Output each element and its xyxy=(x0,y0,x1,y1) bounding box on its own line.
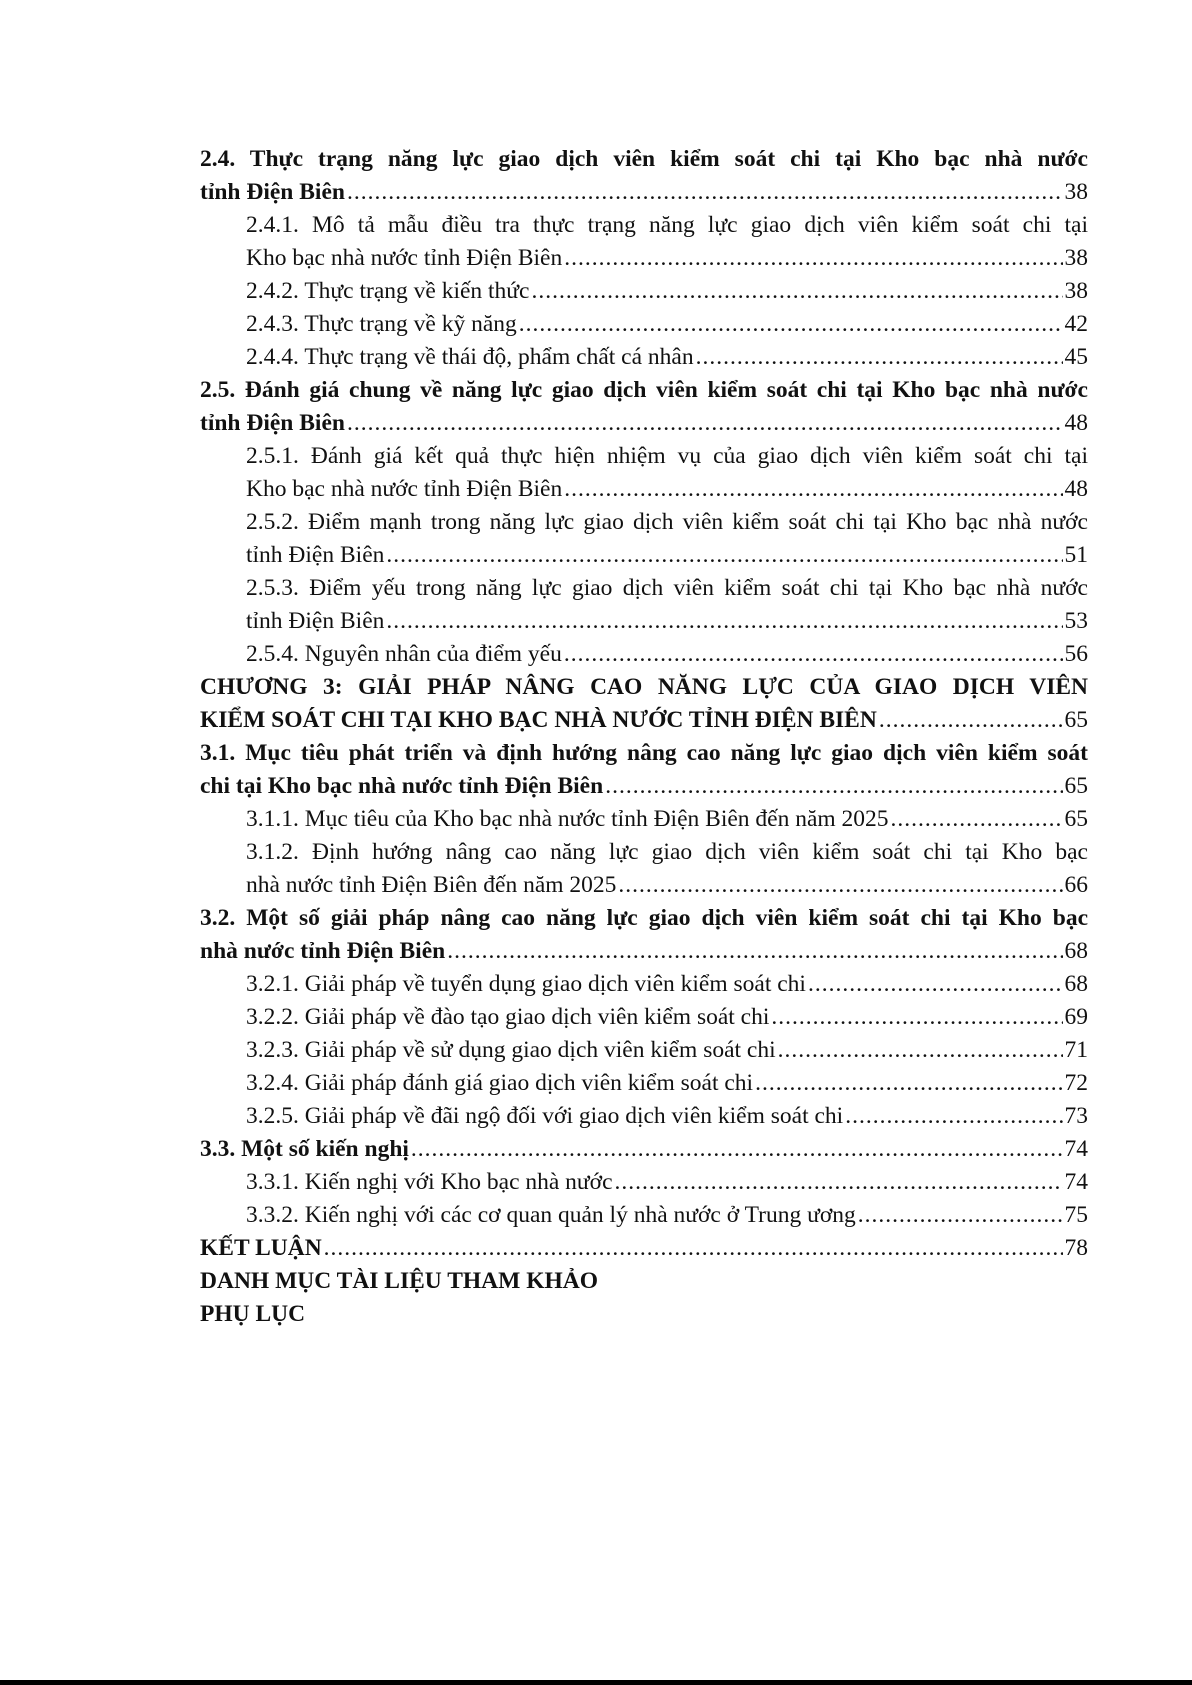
toc-entry-title-line: CHƯƠNG 3: GIẢI PHÁP NÂNG CAO NĂNG LỰC CỦA GIAO DỊCH VIÊN xyxy=(200,674,1088,700)
toc-page-number: 38 xyxy=(1064,179,1088,205)
toc-entry-title: 3.2.4. Giải pháp đánh giá giao dịch viên kiểm soát chi xyxy=(246,1070,754,1096)
toc-entry-title: DANH MỤC TÀI LIỆU THAM KHẢO xyxy=(200,1268,599,1294)
toc-entry-line xyxy=(246,1034,1088,1067)
dot-leader xyxy=(386,539,1062,572)
toc-entry-line xyxy=(246,308,1088,341)
toc-entry[interactable] xyxy=(200,902,1088,968)
toc-entry[interactable] xyxy=(200,275,1088,308)
toc-entry-title-line: 3.1. Mục tiêu phát triển và định hướng nâng cao năng lực giao dịch viên kiểm soát xyxy=(200,740,1088,766)
toc-page-number: 38 xyxy=(1064,245,1088,271)
toc-entry-title: tỉnh Điện Biên xyxy=(200,179,345,205)
toc-entry[interactable] xyxy=(200,968,1088,1001)
toc-entry-title: tỉnh Điện Biên xyxy=(200,410,345,436)
page-bottom-edge xyxy=(0,1680,1192,1685)
toc-entry-line xyxy=(246,242,1088,275)
dot-leader xyxy=(618,869,1062,902)
dot-leader xyxy=(411,1133,1063,1166)
toc-entry-title: chi tại Kho bạc nhà nước tỉnh Điện Biên xyxy=(200,773,604,799)
dot-leader xyxy=(808,968,1063,1001)
dot-leader xyxy=(347,407,1063,440)
toc-entry-title: tỉnh Điện Biên xyxy=(246,542,385,568)
toc-entry-title: nhà nước tỉnh Điện Biên đến năm 2025 xyxy=(246,872,617,898)
toc-entry[interactable] xyxy=(200,1067,1088,1100)
toc-entry-line xyxy=(246,638,1088,671)
dot-leader xyxy=(347,176,1063,209)
toc-page-number: 68 xyxy=(1064,971,1088,997)
dot-leader xyxy=(755,1067,1062,1100)
dot-leader xyxy=(324,1232,1063,1265)
dot-leader xyxy=(386,605,1062,638)
toc-entry-line xyxy=(200,1265,1088,1298)
toc-page-number: 71 xyxy=(1064,1037,1088,1063)
toc-entry[interactable] xyxy=(200,1232,1088,1265)
toc-entry[interactable] xyxy=(200,374,1088,440)
toc-entry-line xyxy=(246,539,1088,572)
dot-leader xyxy=(564,638,1063,671)
toc-entry-line xyxy=(200,1232,1088,1265)
toc-entry-line xyxy=(200,176,1088,209)
dot-leader xyxy=(778,1034,1063,1067)
toc-page-number: 42 xyxy=(1064,311,1088,337)
toc-entry-title: KẾT LUẬN xyxy=(200,1235,322,1261)
toc-page-number: 69 xyxy=(1064,1004,1088,1030)
toc-entry-title-line: 2.5. Đánh giá chung về năng lực giao dịch viên kiểm soát chi tại Kho bạc nhà nước xyxy=(200,377,1088,403)
dot-leader xyxy=(531,275,1062,308)
toc-page-number: 65 xyxy=(1064,707,1088,733)
dot-leader xyxy=(564,473,1062,506)
toc-page-number: 74 xyxy=(1064,1169,1088,1195)
toc-entry[interactable] xyxy=(200,1298,1088,1331)
toc-entry[interactable] xyxy=(200,341,1088,374)
toc-entry-line xyxy=(200,770,1088,803)
toc-entry-line xyxy=(200,1298,1088,1331)
toc-entry-title: 3.3.2. Kiến nghị với các cơ quan quản lý nhà nước ở Trung ương xyxy=(246,1202,856,1228)
toc-entry-title: 3.2.2. Giải pháp về đào tạo giao dịch viên kiểm soát chi xyxy=(246,1004,770,1030)
toc-entry-title-line: 2.5.3. Điểm yếu trong năng lực giao dịch viên kiểm soát chi tại Kho bạc nhà nước xyxy=(246,575,1088,601)
toc-entry-line xyxy=(246,968,1088,1001)
toc-entry[interactable] xyxy=(200,671,1088,737)
toc-entry[interactable] xyxy=(200,836,1088,902)
toc-entry[interactable] xyxy=(200,308,1088,341)
toc-entry-title: 3.2.5. Giải pháp về đãi ngộ đối với giao dịch viên kiểm soát chi xyxy=(246,1103,844,1129)
dot-leader xyxy=(447,935,1062,968)
dot-leader xyxy=(891,803,1063,836)
table-of-contents xyxy=(200,143,1088,1331)
toc-entry[interactable] xyxy=(200,803,1088,836)
toc-entry[interactable] xyxy=(200,1034,1088,1067)
toc-entry-line xyxy=(246,1166,1088,1199)
toc-entry[interactable] xyxy=(200,1001,1088,1034)
toc-entry-title: 3.3. Một số kiến nghị xyxy=(200,1136,409,1162)
toc-entry-title: KIỂM SOÁT CHI TẠI KHO BẠC NHÀ NƯỚC TỈNH ĐIỆN BIÊN xyxy=(200,707,877,733)
toc-entry-line xyxy=(246,869,1088,902)
dot-leader xyxy=(845,1100,1062,1133)
toc-entry[interactable] xyxy=(200,1100,1088,1133)
dot-leader xyxy=(771,1001,1062,1034)
toc-entry-title: 2.4.3. Thực trạng về kỹ năng xyxy=(246,311,517,337)
toc-entry-title: 2.5.4. Nguyên nhân của điểm yếu xyxy=(246,641,562,667)
toc-page-number: 68 xyxy=(1064,938,1088,964)
toc-entry-line xyxy=(200,1133,1088,1166)
toc-entry-title-line: 3.1.2. Định hướng nâng cao năng lực giao dịch viên kiểm soát chi tại Kho bạc xyxy=(246,839,1088,865)
toc-entry-title: PHỤ LỤC xyxy=(200,1301,306,1327)
toc-entry-title: 3.2.3. Giải pháp về sử dụng giao dịch viên kiểm soát chi xyxy=(246,1037,776,1063)
toc-entry-line xyxy=(246,473,1088,506)
toc-entry-line xyxy=(200,935,1088,968)
dot-leader xyxy=(696,341,1063,374)
toc-page-number: 48 xyxy=(1064,476,1088,502)
toc-page-number: 51 xyxy=(1064,542,1088,568)
toc-entry-line xyxy=(246,1100,1088,1133)
toc-page-number: 73 xyxy=(1064,1103,1088,1129)
toc-entry[interactable] xyxy=(200,1265,1088,1298)
toc-entry-title: 3.1.1. Mục tiêu của Kho bạc nhà nước tỉnh Điện Biên đến năm 2025 xyxy=(246,806,889,832)
dot-leader xyxy=(879,704,1063,737)
dot-leader xyxy=(615,1166,1063,1199)
toc-page-number: 48 xyxy=(1064,410,1088,436)
toc-entry-title: 3.3.1. Kiến nghị với Kho bạc nhà nước xyxy=(246,1169,613,1195)
toc-entry-title: tỉnh Điện Biên xyxy=(246,608,385,634)
toc-page-number: 66 xyxy=(1064,872,1088,898)
toc-entry[interactable] xyxy=(200,737,1088,803)
toc-entry-title: Kho bạc nhà nước tỉnh Điện Biên xyxy=(246,245,563,271)
toc-page-number: 75 xyxy=(1064,1202,1088,1228)
toc-entry[interactable] xyxy=(200,572,1088,638)
dot-leader xyxy=(858,1199,1063,1232)
toc-entry-title: 2.4.2. Thực trạng về kiến thức xyxy=(246,278,530,304)
toc-entry-line xyxy=(246,1001,1088,1034)
toc-entry-line xyxy=(200,407,1088,440)
toc-entry-title: 2.4.4. Thực trạng về thái độ, phẩm chất cá nhân xyxy=(246,344,694,370)
toc-entry-line xyxy=(246,341,1088,374)
toc-entry[interactable] xyxy=(200,440,1088,506)
toc-entry-title-line: 2.5.2. Điểm mạnh trong năng lực giao dịch viên kiểm soát chi tại Kho bạc nhà nước xyxy=(246,509,1088,535)
toc-page-number: 65 xyxy=(1064,773,1088,799)
toc-entry[interactable] xyxy=(200,506,1088,572)
toc-entry-title: Kho bạc nhà nước tỉnh Điện Biên xyxy=(246,476,563,502)
toc-entry-title: nhà nước tỉnh Điện Biên xyxy=(200,938,446,964)
toc-page-number: 65 xyxy=(1064,806,1088,832)
toc-entry[interactable] xyxy=(200,1133,1088,1166)
toc-page-number: 78 xyxy=(1064,1235,1088,1261)
toc-entry[interactable] xyxy=(200,638,1088,671)
toc-page-number: 56 xyxy=(1064,641,1088,667)
toc-entry-title: 3.2.1. Giải pháp về tuyển dụng giao dịch viên kiểm soát chi xyxy=(246,971,806,997)
toc-page-number: 45 xyxy=(1064,344,1088,370)
toc-entry[interactable] xyxy=(200,1199,1088,1232)
toc-page-number: 53 xyxy=(1064,608,1088,634)
dot-leader xyxy=(605,770,1062,803)
toc-entry-line xyxy=(200,704,1088,737)
toc-entry-line xyxy=(246,1199,1088,1232)
toc-entry[interactable] xyxy=(200,1166,1088,1199)
toc-entry-line xyxy=(246,275,1088,308)
toc-entry-title-line: 3.2. Một số giải pháp nâng cao năng lực giao dịch viên kiểm soát chi tại Kho bạc xyxy=(200,905,1088,931)
toc-entry[interactable] xyxy=(200,209,1088,275)
toc-entry-line xyxy=(246,605,1088,638)
toc-entry-line xyxy=(246,803,1088,836)
toc-entry-title-line: 2.4. Thực trạng năng lực giao dịch viên kiểm soát chi tại Kho bạc nhà nước xyxy=(200,146,1088,172)
toc-entry[interactable] xyxy=(200,143,1088,209)
toc-page-number: 38 xyxy=(1064,278,1088,304)
toc-page-number: 74 xyxy=(1064,1136,1088,1162)
toc-page-number: 72 xyxy=(1064,1070,1088,1096)
dot-leader xyxy=(519,308,1063,341)
toc-entry-line xyxy=(246,1067,1088,1100)
toc-entry-title-line: 2.4.1. Mô tả mẫu điều tra thực trạng năng lực giao dịch viên kiểm soát chi tại xyxy=(246,212,1088,238)
toc-entry-title-line: 2.5.1. Đánh giá kết quả thực hiện nhiệm vụ của giao dịch viên kiểm soát chi tại xyxy=(246,443,1088,469)
dot-leader xyxy=(564,242,1062,275)
